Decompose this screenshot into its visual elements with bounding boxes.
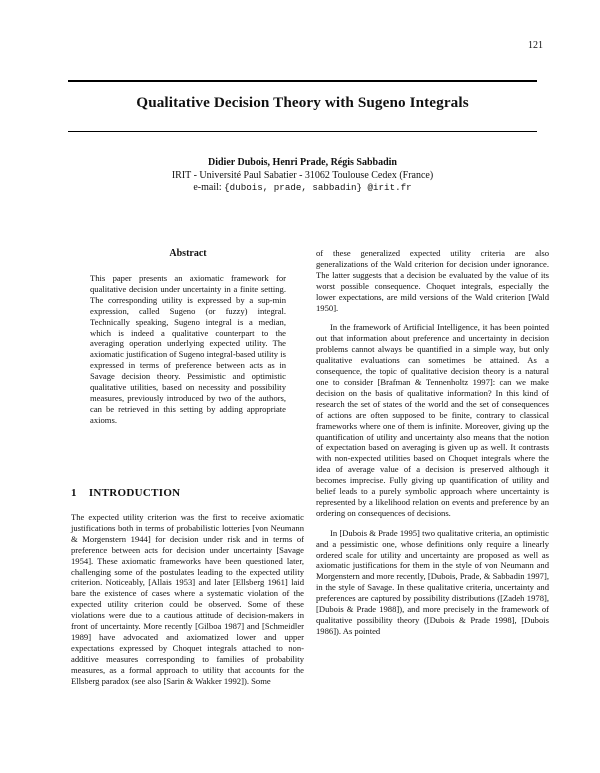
author-names: Didier Dubois, Henri Prade, Régis Sabbadin bbox=[207, 157, 397, 168]
right-paragraph-1: of these generalized expected utility criteria are also generalizations of the Wald criterion for decision under ignorance. The latter suggests that a decision be evaluated by the value of its worst possible consequence. Choquet integrals, especially the lower expectations, are mild versions of the Wald criterion [Wald 1950]. bbox=[316, 248, 549, 313]
introduction-body bbox=[71, 512, 304, 687]
title-rule-top bbox=[68, 80, 537, 82]
email-line bbox=[68, 182, 537, 195]
section-title: INTRODUCTION bbox=[88, 487, 181, 499]
right-paragraph-3: In [Dubois & Prade 1995] two qualitative criteria, an optimistic and a pessimistic one, whose definitions only require a linearly ordered scale for utility and uncertainty are proposed as well as axiomatic justifications for them in the style of von Neumann and Morgenstern and more recently, [Dubois, Prade, & Sabbadin 1997], in the style of Savage. In these qualitative criteria, uncertainty and preferences are captured by possibility distributions ([Zadeh 1978], [Dubois & Prade 1988]), and more precisely in the framework of qualitative possibility theory ([Dubois & Prade 1998], [Dubois 1986]). As pointed bbox=[316, 527, 549, 636]
intro-paragraph: The expected utility criterion was the first to receive axiomatic justifications both in terms of probabilistic lotteries [von Neumann & Morgenstern 1944] for decision under risk and in terms of preference between acts for decision under uncertainty [Savage 1954]. These axiomatic frameworks have been questioned later, challenging some of the postulates leading to the expected utility criterion. Noticeably, [Allais 1953] and later [Ellsberg 1961] laid bare the existence of cases where a systematic violation of the expected utility criterion could be observed. Some of these violations were due to a cautious attitude of decision-makers in front of uncertainty. More recently [Gilboa 1987] and [Schmeidler 1989] have advocated and axiomatized lower and upper expectations expressed by Choquet integrals attached to non-additive measures corresponding to families of probability measures, as a formal approach to utility that accounts for the Ellsberg paradox (see also [Sarin & Wakker 1992]). Some bbox=[71, 512, 304, 686]
section-number: 1 bbox=[71, 487, 77, 499]
affiliation: IRIT - Université Paul Sabatier - 31062 Toulouse Cedex (France) bbox=[171, 169, 434, 181]
abstract-text: This paper presents an axiomatic framework for qualitative decision under uncertainty in a finite setting. The corresponding utility is expressed by a sup-min expression, called Sugeno (or fuzzy) integral. Technically speaking, Sugeno integral is a median, which is indeed a qualitative counterpart to the averaging operation underlying expected utility. The axiomatic justification of Sugeno integral-based utility is expressed in terms of preference between acts as in Savage decision theory. Pessimistic and optimistic qualitative utilities, based on necessity and possibility measures, previously introduced by two of the authors, can be retrieved in this setting by adding appropriate axioms. bbox=[90, 273, 286, 425]
abstract bbox=[90, 248, 286, 426]
email-address: {dubois, prade, sabbadin} @irit.fr bbox=[224, 182, 412, 193]
right-paragraph-2: In the framework of Artificial Intelligence, it has been pointed out that information about preference and uncertainty in decision problems cannot always be quantified in a simple way, but only qualitative evaluations can sometimes be attained. As a consequence, the topic of qualitative decision theory is a natural one to consider [Brafman & Tennenholtz 1997]: can we make decision on the basis of qualitative information? In this kind of research the set of states of the world and the set of consequences of actions are often supposed to be finite, contrary to classical frameworks where one of them is infinite. Moreover, giving up the quantification of utility and uncertainty also means that the notion of expectation based on averaging is given up as well. It contrasts with non-expected utilities based on Choquet integrals where the idea of average value of a decision is preserved although it becomes imprecise. Fully giving up quantification of utility and belief leads to a purely symbolic approach where uncertainty is represented by a likelihood relation on events and preference by an ordering on consequences of decisions. bbox=[316, 322, 549, 518]
section-heading bbox=[71, 487, 180, 499]
paper-title: Qualitative Decision Theory with Sugeno Integrals bbox=[136, 94, 469, 111]
title-rule-bottom bbox=[68, 131, 537, 132]
page-number: 121 bbox=[528, 40, 543, 51]
right-column bbox=[316, 248, 549, 637]
email-label: e-mail: bbox=[193, 182, 225, 193]
abstract-heading: Abstract bbox=[169, 248, 207, 259]
author-block bbox=[68, 157, 537, 195]
